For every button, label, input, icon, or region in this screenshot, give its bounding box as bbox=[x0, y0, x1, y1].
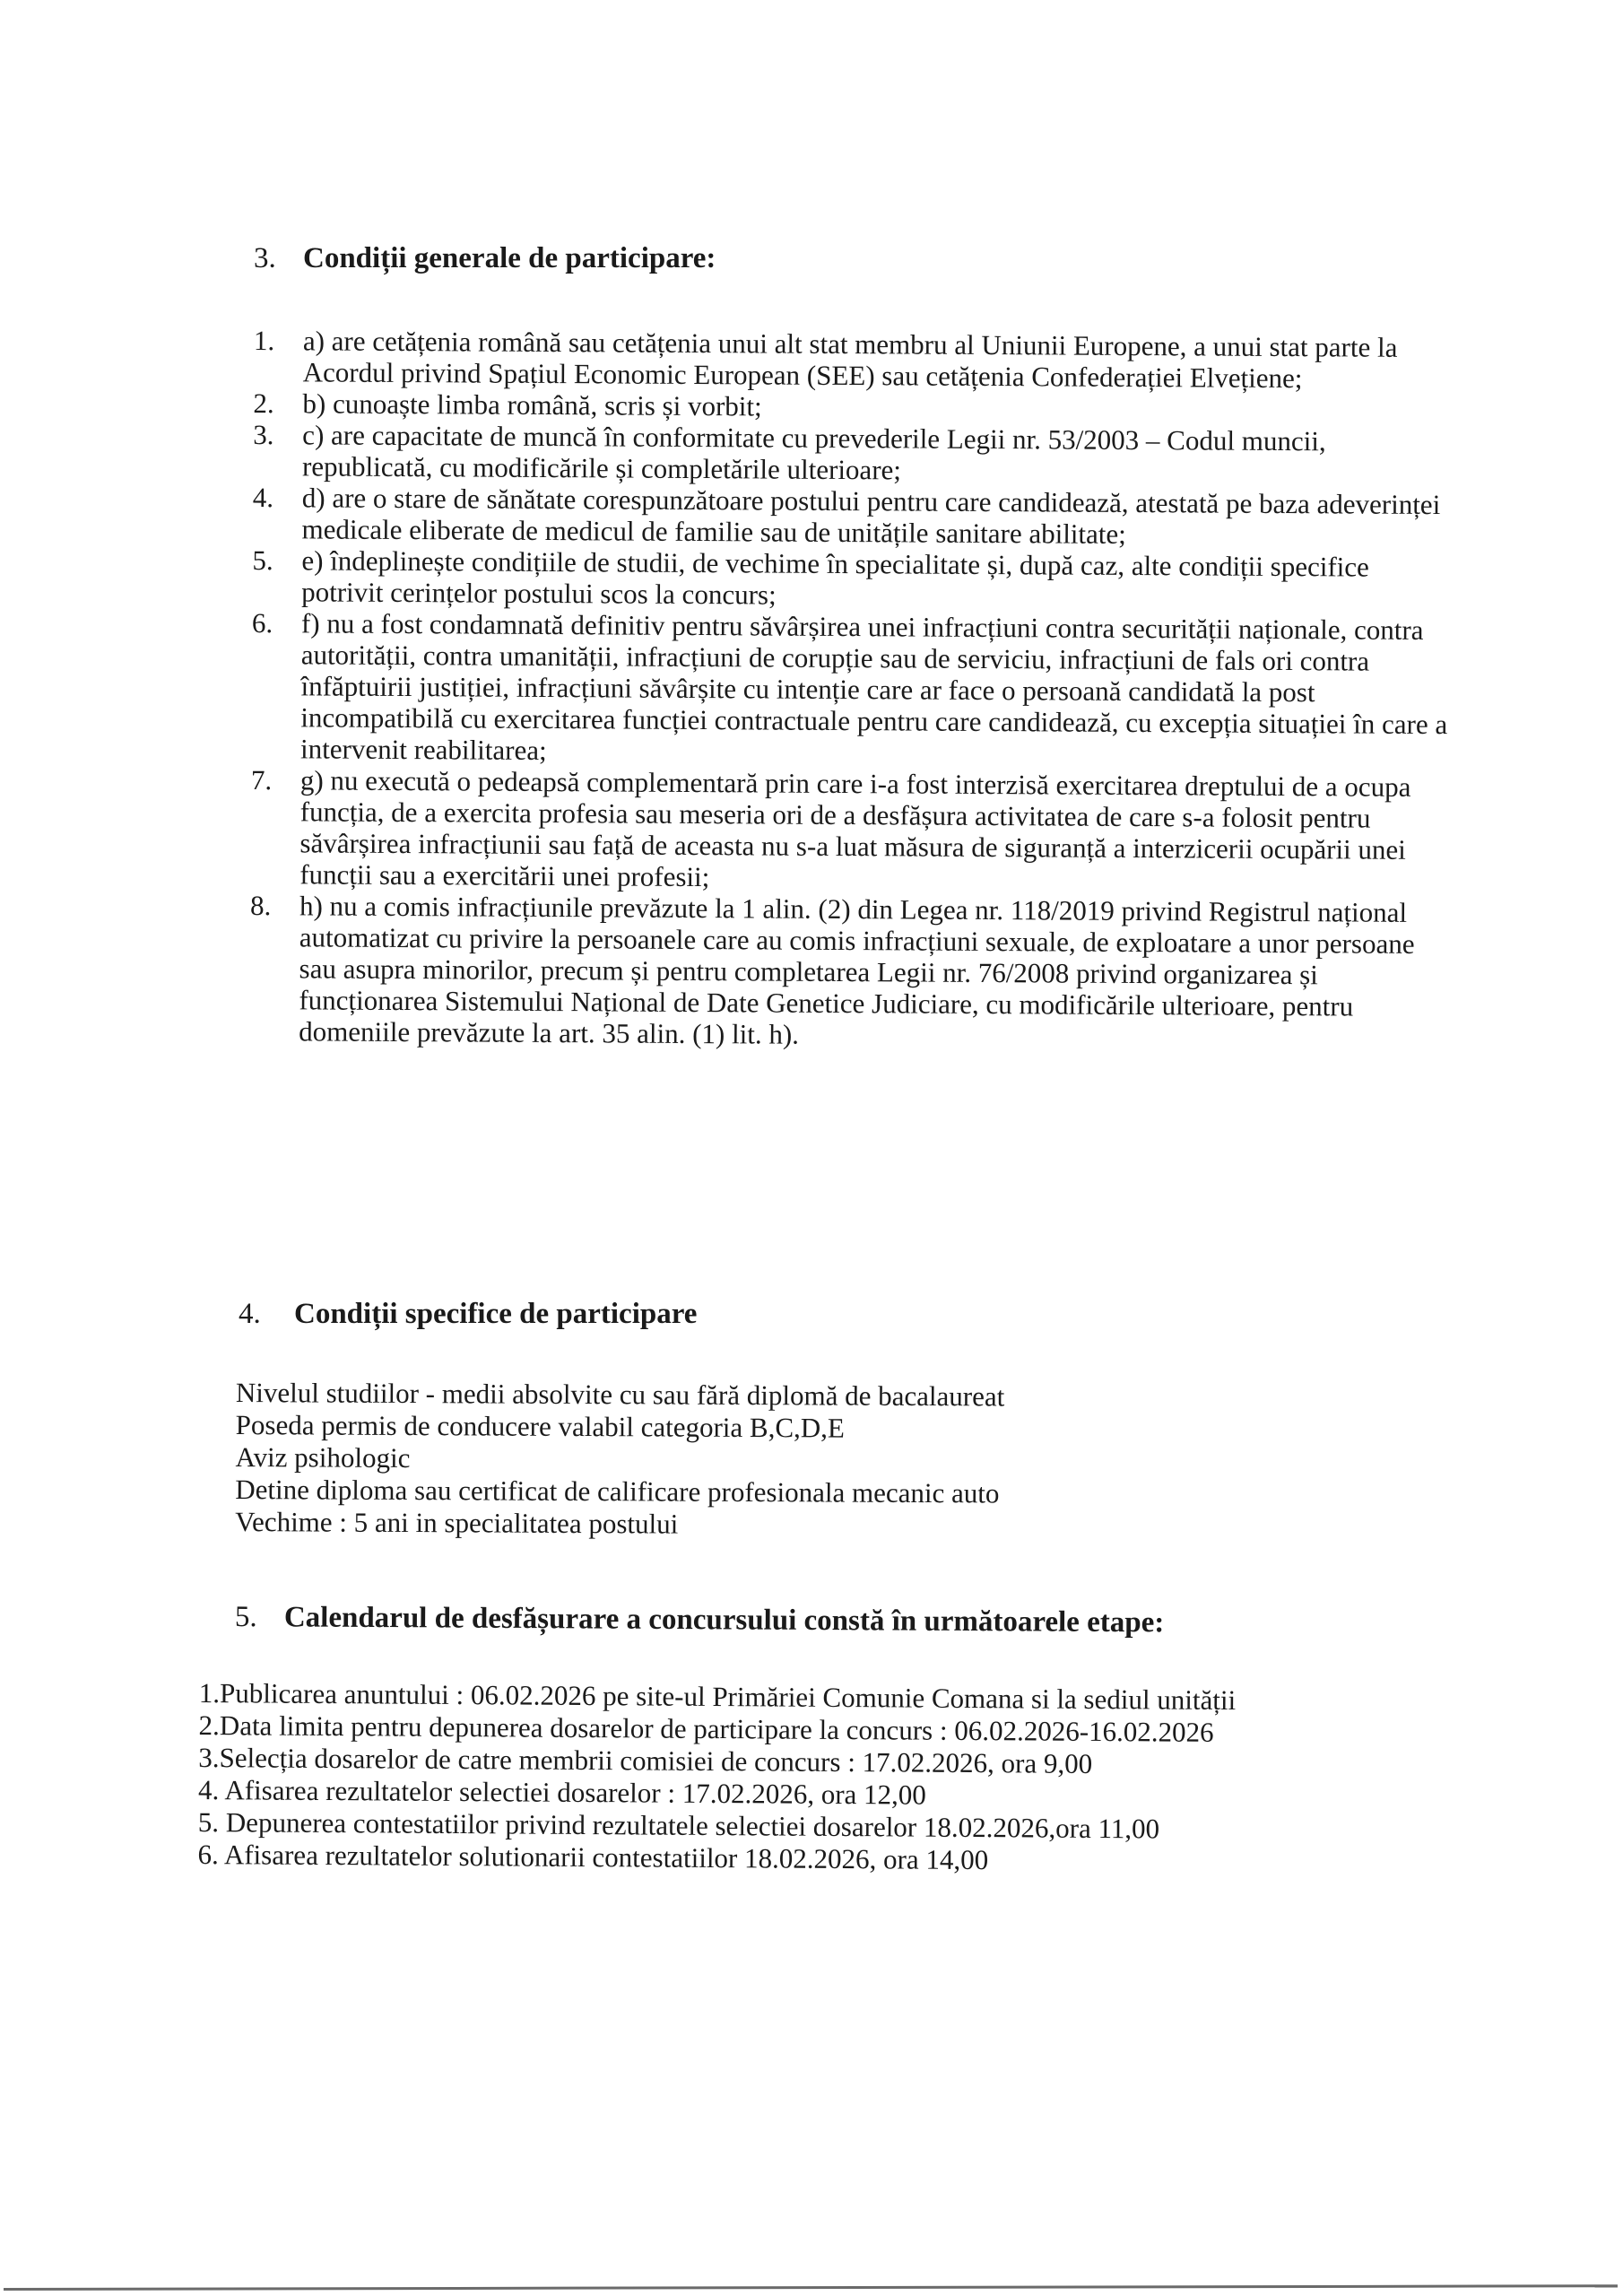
condition-text: g) nu execută o pedeapsă complementară prin care i-a fost interzisă exercitarea dreptului de a ocupa funcția, de a exercita profesia sau meseria ori de a desfășura activitatea de care s-a folosit pentru săvârșirea infracțiunii sau față de aceasta nu s-a luat măsura de siguranță a interzicerii ocupării unei funcții sau a exercitării unei profesii; bbox=[299, 764, 1411, 893]
section-3-heading bbox=[254, 242, 716, 275]
calendar-step: 5. Depunerea contestatiilor privind rezultatele selectiei dosarelor 18.02.2026,ora 11,00 bbox=[197, 1805, 1160, 1845]
section-number: 5. bbox=[234, 1601, 257, 1634]
list-item: 2. b) cunoaște limba română, scris și vorbit; bbox=[253, 387, 762, 422]
condition-text: h) nu a comis infracțiunile prevăzute la 1 alin. (2) din Legea nr. 118/2019 privind Registrul național automatizat cu privire la persoanele care au comis infracțiuni sexuale, de exploatare a unor persoane sau asupra minorilor, precum și pentru completarea Legii nr. 76/2008 privind organizarea și funcționarea Sistemului Național de Date Genetice Judiciare, cu modificările ulterioare, pentru domeniile prevăzute la art. 35 alin. (1) lit. h). bbox=[299, 890, 1415, 1050]
section-number: 4. bbox=[239, 1298, 261, 1330]
list-item: Aviz psihologic bbox=[235, 1440, 411, 1474]
section-title: Condiții generale de participare: bbox=[303, 242, 716, 274]
list-item: Poseda permis de conducere valabil categoria B,C,D,E bbox=[235, 1408, 845, 1444]
condition-text: e) îndeplinește condițiile de studii, de vechime în specialitate și, după caz, alte condiții specifice potrivit cerințelor postului scos la concurs; bbox=[301, 544, 1369, 611]
calendar-step: 1.Publicarea anuntului : 06.02.2026 pe site-ul Primăriei Comunie Comana si la sediul unității bbox=[198, 1677, 1237, 1717]
condition-text: f) nu a fost condamnată definitiv pentru săvârșirea unei infracțiuni contra securității naționale, contra autorității, contra umanității, infracțiuni de corupție sau de serviciu, infracțiuni de fals ori contra înfăptuirii justiției, infracțiuni săvârșite cu intenție care ar face o persoană candidată la post incompatibilă cu exercitarea funcției contractuale pentru care candidează, cu excepția situației în care a intervenit reabilitarea; bbox=[300, 607, 1448, 767]
calendar-steps-list bbox=[197, 1677, 1236, 1878]
condition-text: d) are o stare de sănătate corespunzătoare postului pentru care candidează, atestată pe baza adeverinței medicale eliberate de medicul de familie sau de unitățile sanitare abilitate; bbox=[301, 482, 1441, 550]
calendar-step: 4. Afisarea rezultatelor selectiei dosarelor : 17.02.2026, ora 12,00 bbox=[198, 1773, 926, 1811]
list-item: 7. g) nu execută o pedeapsă complementară prin care i-a fost interzisă exercitarea dreptului de a ocupa funcția, de a exercita profesia sau meseria ori de a desfășura activitatea de care s-a folosit pentru săvârșirea infracțiunii sau față de aceasta nu s-a luat măsura de siguranță a interzicerii ocupării unei funcții sau a exercitării unei profesii; bbox=[250, 763, 1411, 893]
list-item: Detine diploma sau certificat de calificare profesionala mecanic auto bbox=[235, 1473, 1000, 1509]
list-item: Nivelul studiilor - medii absolvite cu sau fără diplomă de bacalaureat bbox=[235, 1377, 1005, 1413]
list-item: 5. e) îndeplinește condițiile de studii, de vechime în specialitate și, după caz, alte condiții specifice potrivit cerințelor postului scos la concurs; bbox=[252, 544, 1369, 611]
list-item: Vechime : 5 ani in specialitatea postului bbox=[235, 1505, 679, 1540]
list-item: 1. a) are cetățenia română sau cetățenia unui alt stat membru al Uniunii Europene, a unui stat parte la Acordul privind Spațiul Economic European (SEE) sau cetățenia Confederației Elvețiene; bbox=[253, 325, 1398, 395]
list-item: 3. c) are capacitate de muncă în conformitate cu prevederile Legii nr. 53/2003 – Codul muncii, republicată, cu modificările și completările ulterioare; bbox=[253, 418, 1326, 486]
list-item: 6. f) nu a fost condamnată definitiv pentru săvârșirea unei infracțiuni contra securității naționale, contra autorității, contra umanității, infracțiuni de corupție sau de serviciu, infracțiuni de fals ori contra înfăptuirii justiției, infracțiuni săvârșite cu intenție care ar face o persoană candidată la post incompatibilă cu exercitarea funcției contractuale pentru care candidează, cu excepția situației în care a intervenit reabilitarea; bbox=[251, 606, 1448, 767]
section-number: 3. bbox=[254, 242, 276, 274]
section-title: Calendarul de desfășurare a concursului constă în următoarele etape: bbox=[283, 1601, 1165, 1639]
list-item: 4. d) are o stare de sănătate corespunzătoare postului pentru care candidează, atestată pe baza adeverinței medicale eliberate de medicul de familie sau de unitățile sanitare abilitate; bbox=[252, 481, 1441, 550]
calendar-step: 3.Selecția dosarelor de catre membrii comisiei de concurs : 17.02.2026, ora 9,00 bbox=[198, 1741, 1093, 1779]
condition-text: a) are cetățenia română sau cetățenia unui alt stat membru al Uniunii Europene, a unui stat parte la Acordul privind Spațiul Economic European (SEE) sau cetățenia Confederației Elvețiene; bbox=[302, 325, 1398, 395]
section-5-heading bbox=[235, 1601, 1165, 1639]
condition-text: b) cunoaște limba română, scris și vorbit; bbox=[302, 387, 762, 422]
condition-text: c) are capacitate de muncă în conformitate cu prevederile Legii nr. 53/2003 – Codul muncii, republicată, cu modificările și completările ulterioare; bbox=[301, 419, 1326, 486]
page-bottom-rule bbox=[4, 2284, 1618, 2291]
calendar-step: 6. Afisarea rezultatelor solutionarii contestatiilor 18.02.2026, ora 14,00 bbox=[197, 1838, 989, 1876]
calendar-step: 2.Data limita pentru depunerea dosarelor de participare la concurs : 06.02.2026-16.02.2026 bbox=[198, 1709, 1214, 1748]
section-4-heading bbox=[239, 1298, 697, 1331]
general-conditions-list bbox=[249, 325, 1455, 1054]
section-title: Condiții specifice de participare bbox=[294, 1298, 698, 1330]
specific-conditions-list bbox=[235, 1377, 1004, 1542]
list-item: 8. h) nu a comis infracțiunile prevăzute la 1 alin. (2) din Legea nr. 118/2019 privind Registrul național automatizat cu privire la persoanele care au comis infracțiuni sexuale, de exploatare a unor persoane sau asupra minorilor, precum și pentru completarea Legii nr. 76/2008 privind organizarea și funcționarea Sistemului Național de Date Genetice Judiciare, cu modificările ulterioare, pentru domeniile prevăzute la art. 35 alin. (1) lit. h). bbox=[249, 889, 1415, 1050]
